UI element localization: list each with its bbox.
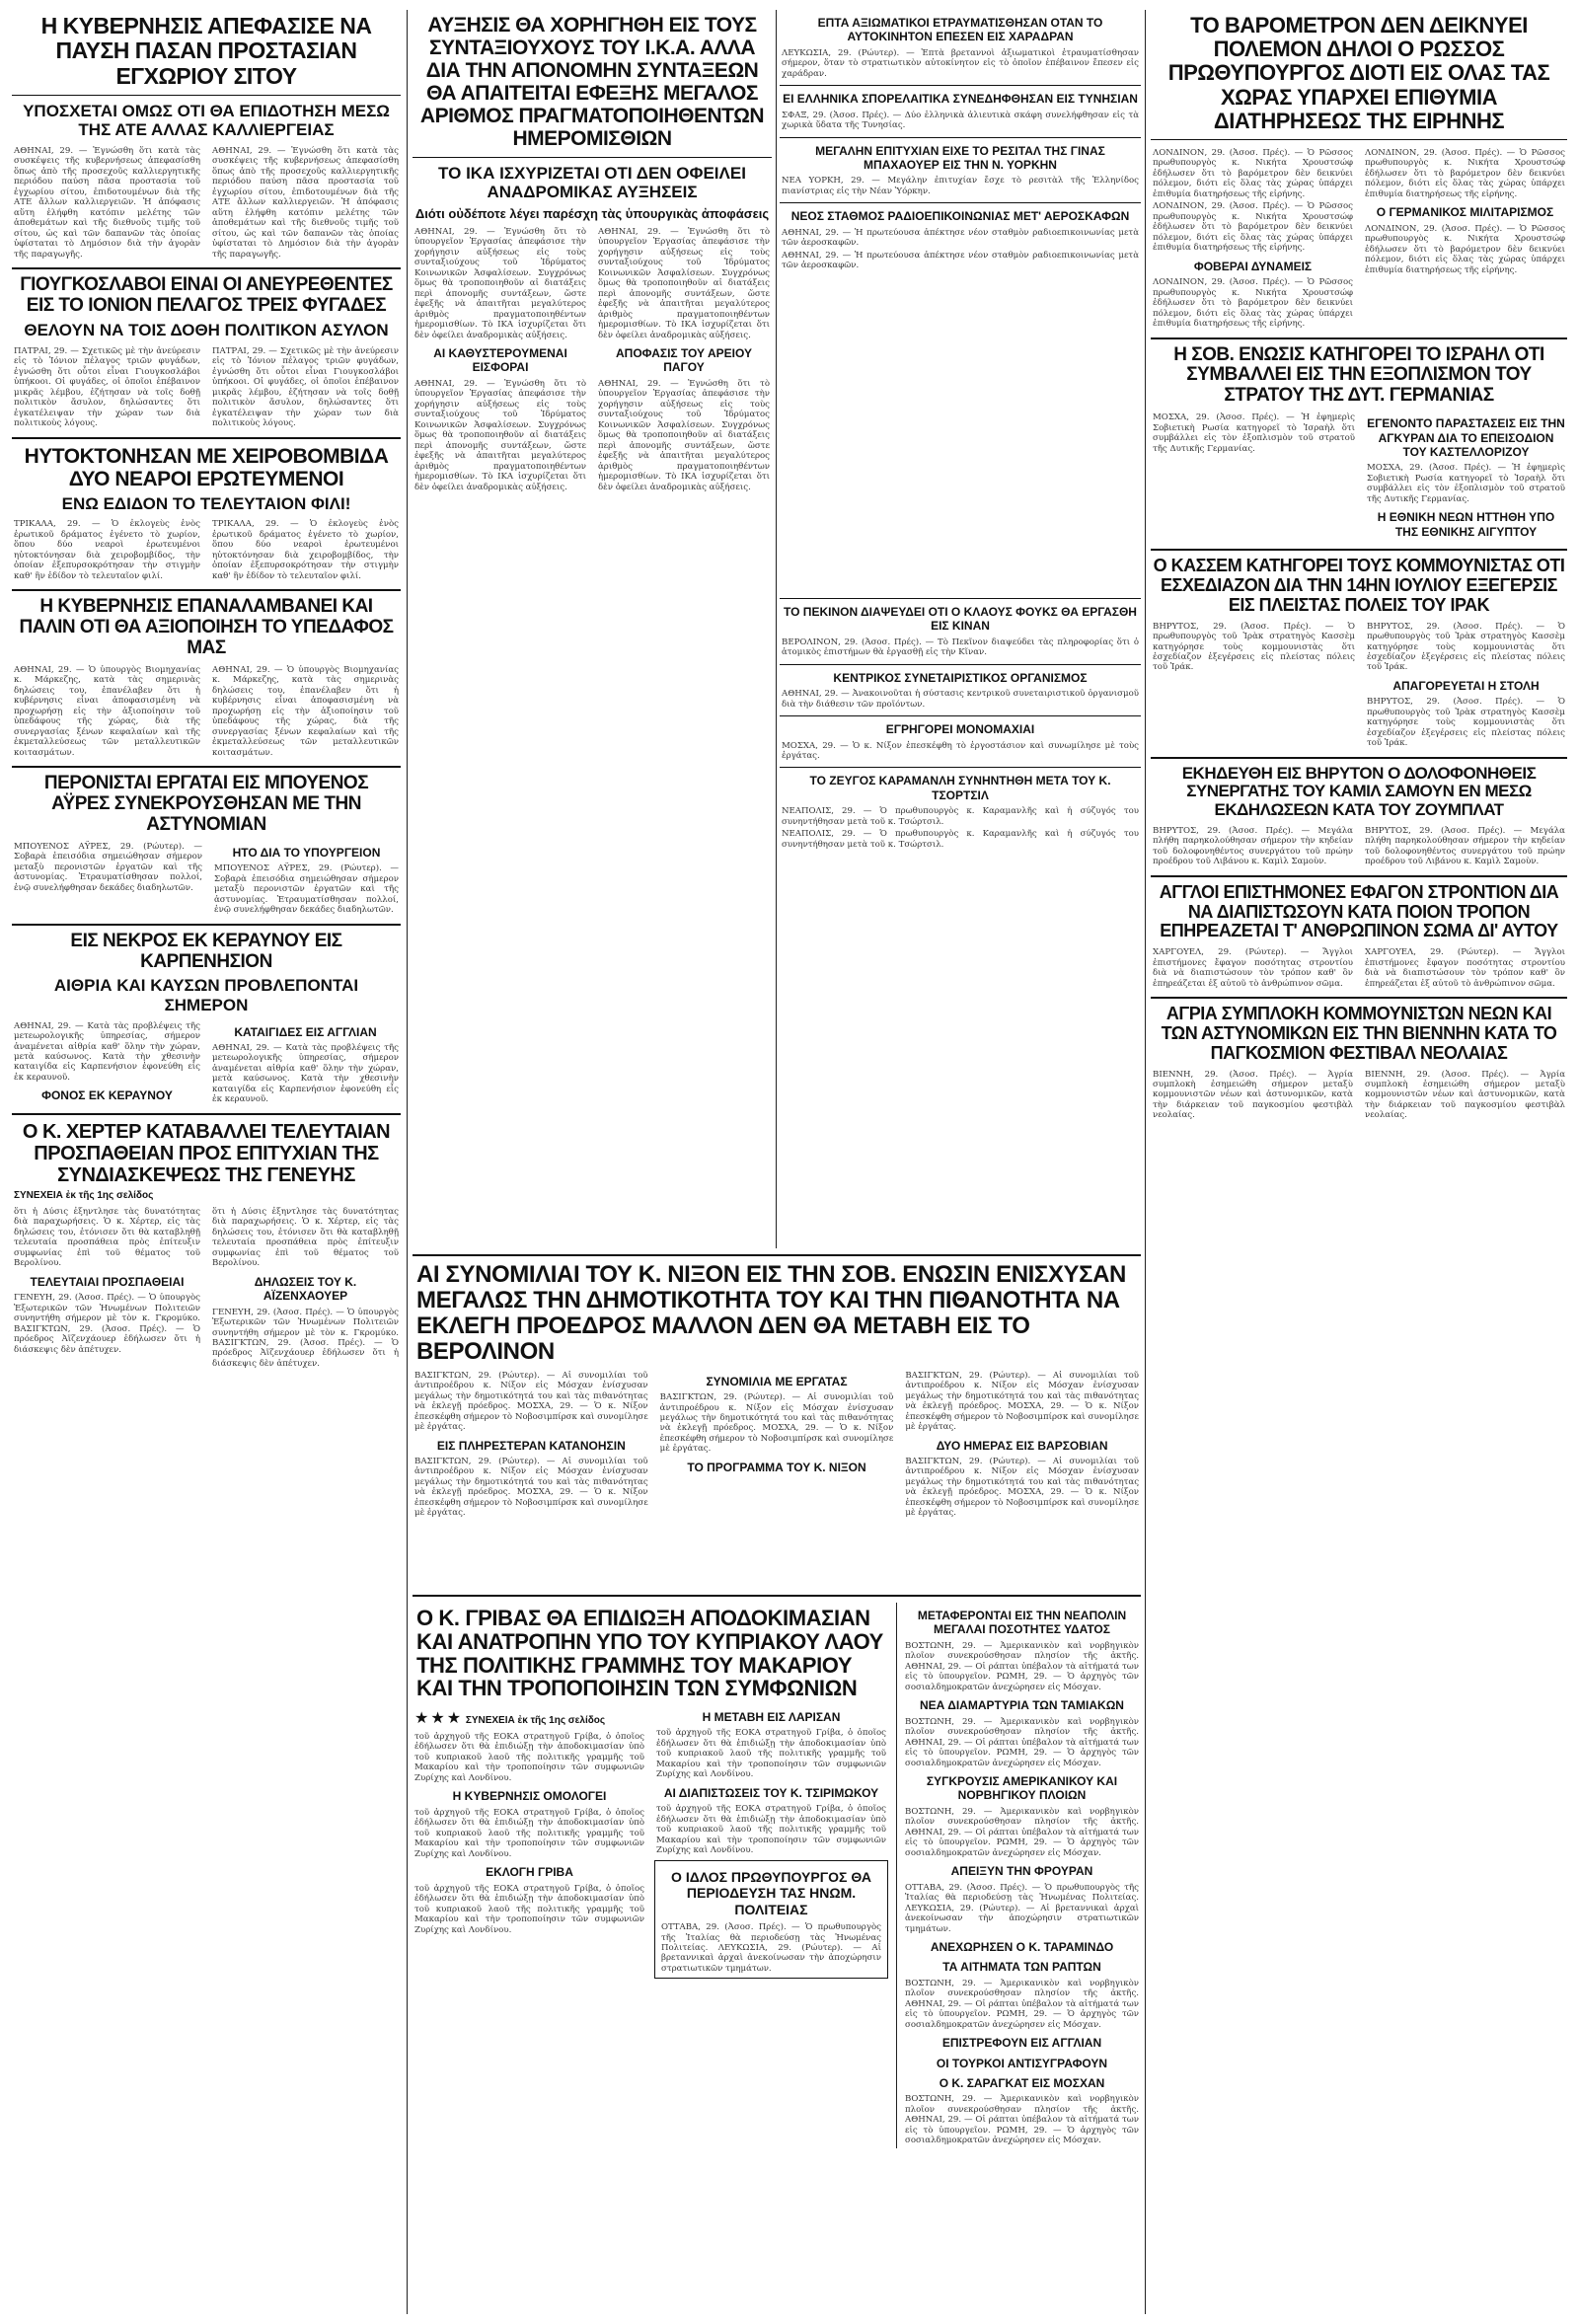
article-body: ΛΟΝΔΙΝΟΝ, 29. (Ἀσοσ. Πρές). — Ὁ Ρῶσσος πρωθυπουργὸς κ. Νικήτα Χρουστσώφ ἐδήλωσεν ὅτι τὸ βαρόμετρον δὲν δεικνύει πόλεμον, διότι εἰς ὅλας τὰς χώρας ὑπάρχει ἐπιθυμία διατηρήσεως τῆς εἰρήνης.: [1153, 147, 1353, 199]
article-headline: ΤΟ ΠΕΚΙΝΟΝ ΔΙΑΨΕΥΔΕΙ ΟΤΙ Ο ΚΛΑΟΥΣ ΦΟΥΚΣ ΘΑ ΕΡΓΑΣΘΗ ΕΙΣ ΚΙΝΑΝ: [784, 605, 1137, 634]
article-body: ΒΑΣΙΓΚΤΩΝ, 29. (Ρώυτερ). — Αἱ συνομιλίαι τοῦ ἀντιπροέδρου κ. Νίξον εἰς Μόσχαν ἐνίσχυσαν μεγάλως τὴν δημοτικότητά του καὶ τὰς πιθανότητας νὰ ἐκλεγῇ πρόεδρος. ΜΟΣΧΑ, 29. — Ὁ κ. Νίξον ἐπεσκέφθη σήμερον τὸ Νοβοσιμπίρσκ καὶ συνομίλησε μὲ ἐργάτας.: [659, 1392, 894, 1455]
article-headline: ΤΟ ΖΕΥΓΟΣ ΚΑΡΑΜΑΝΛΗ ΣΥΝΗΝΤΗΘΗ ΜΕΤΑ ΤΟΥ Κ. ΤΣΟΡΤΣΙΛ: [809, 774, 1111, 802]
article-headline: ΑΓΓΛΟΙ ΕΠΙΣΤΗΜΟΝΕΣ ΕΦΑΓΟΝ ΣΤΡΟΝΤΙΟΝ ΔΙΑ ΝΑ ΔΙΑΠΙΣΤΩΣΟΥΝ ΚΑΤΑ ΠΟΙΟΝ ΤΡΟΠΟΝ ΕΠΗΡΕΑΖΕΤΑΙ Τ' ΑΝΘΡΩΠΙΝΟΝ ΣΩΜΑ ΔΙ' ΑΥΤΟΥ: [1159, 881, 1559, 941]
section-subhead: ΔΗΛΩΣΕΙΣ ΤΟΥ Κ. ΑΪΖΕΝΧΑΟΥΕΡ: [254, 1274, 357, 1304]
article-headline: ΝΕΟΣ ΣΤΑΘΜΟΣ ΡΑΔΙΟΕΠΙΚΟΙΝΩΝΙΑΣ ΜΕΤ' ΑΕΡΟΣΚΑΦΩΝ: [790, 209, 1130, 224]
column-1: [12, 10, 401, 2314]
article-body: ΟΤΤΑΒΑ, 29. (Ἀσοσ. Πρές). — Ὁ πρωθυπουργὸς τῆς Ἰταλίας θὰ περιοδεύσῃ τὰς Ἡνωμένας Πολιτείας. ΛΕΥΚΩΣΙΑ, 29. (Ρώυτερ). — Αἱ βρεταννικαὶ ἀρχαὶ ἀνεκοίνωσαν τὴν ἀποχώρησιν στρατιωτικῶν τμημάτων.: [905, 1882, 1139, 1934]
article-body: ΒΟΣΤΩΝΗ, 29. — Ἀμερικανικὸν καὶ νορβηγικὸν πλοῖον συνεκρούσθησαν πλησίον τῆς ἀκτῆς. ΑΘΗΝΑΙ, 29. — Οἱ ράπται ὑπέβαλον τὰ αἰτήματά των εἰς τὸ ὑπουργεῖον. ΡΩΜΗ, 29. — Ὁ ἀρχηγὸς τῶν σοσιαλδημοκρατῶν ἀνεχώρησεν εἰς Μόσχαν.: [905, 1640, 1139, 1692]
side-headline: ΕΓΕΝΟΝΤΟ ΠΑΡΑΣΤΑΣΕΙΣ ΕΙΣ ΤΗΝ ΑΓΚΥΡΑΝ ΔΙΑ ΤΟ ΕΠΕΙΣΟΔΙΟΝ ΤΟΥ ΚΑΣΤΕΛΛΟΡΙΖΟΥ: [1367, 416, 1565, 460]
article-body: ΝΕΑ ΥΟΡΚΗ, 29. — Μεγάλην ἐπιτυχίαν ἔσχε τὸ ρεσιτὰλ τῆς Ἑλληνίδος πιανίστριας εἰς τὴν Νέαν Ὑόρκην.: [782, 176, 1139, 196]
article-subheadline: ΑΙΘΡΙΑ ΚΑΙ ΚΑΥΣΩΝ ΠΡΟΒΛΕΠΟΝΤΑΙ ΣΗΜΕΡΟΝ: [53, 976, 359, 1014]
section-subhead: ΑΠΕΙΞΥΝ ΤΗΝ ΦΡΟΥΡΑΝ: [950, 1864, 1093, 1879]
section-subhead: Η ΜΕΤΑΒΗ ΕΙΣ ΛΑΡΙΣΑΝ: [702, 1710, 841, 1724]
article-body: ΜΟΣΧΑ, 29. (Ἀσοσ. Πρές). — Ἡ ἐφημερὶς Σοβιετικὴ Ρωσία κατηγορεῖ τὸ Ἰσραὴλ ὅτι συμβάλλει εἰς τὸν ἐξοπλισμὸν τοῦ στρατοῦ τῆς Δυτικῆς Γερμανίας.: [1153, 412, 1355, 454]
article-body: ΝΕΑΠΟΛΙΣ, 29. — Ὁ πρωθυπουργὸς κ. Καραμανλῆς καὶ ἡ σύζυγός του συνηντήθησαν μετὰ τοῦ κ. Τσώρτσιλ.: [782, 806, 1139, 827]
article-body: ΑΘΗΝΑΙ, 29. — Ἐγνώσθη ὅτι κατὰ τὰς συσκέψεις τῆς κυβερνήσεως ἀπεφασίσθη ὅπως ἀπὸ τῆς προσεχοῦς καλλιεργητικῆς περιόδου παύση πᾶσα προστασία τοῦ ἐγχωρίου σίτου, ἐπιδοτουμένων διὰ τῆς ΑΤΕ ἄλλων καλλιεργειῶν. Ἡ ἀπόφασις αὕτη ἐλήφθη κατόπιν μελέτης τῶν ἀποθεμάτων καὶ τῆς διεθνοῦς τιμῆς τοῦ σίτου, ὡς καὶ τῶν δαπανῶν τὰς ὁποίας ὑφίσταται τὸ Δημόσιον διὰ τὴν ἀγορὰν τῆς παραγωγῆς.: [14, 145, 200, 260]
article-body: ΒΟΣΤΩΝΗ, 29. — Ἀμερικανικὸν καὶ νορβηγικὸν πλοῖον συνεκρούσθησαν πλησίον τῆς ἀκτῆς. ΑΘΗΝΑΙ, 29. — Οἱ ράπται ὑπέβαλον τὰ αἰτήματά των εἰς τὸ ὑπουργεῖον. ΡΩΜΗ, 29. — Ὁ ἀρχηγὸς τῶν σοσιαλδημοκρατῶν ἀνεχώρησεν εἰς Μόσχαν.: [905, 1716, 1139, 1768]
column-rule: [407, 10, 408, 2314]
article-body: ΒΗΡΥΤΟΣ, 29. (Ἀσοσ. Πρές). — Ὁ πρωθυπουργὸς τοῦ Ἰρὰκ στρατηγὸς Κασσὲμ κατηγόρησε τοὺς κομμουνιστὰς ὅτι ἐσχεδίαζον ἐξεγέρσεις εἰς πλείστας πόλεις τοῦ Ἰράκ.: [1153, 621, 1355, 673]
article-body: ΑΘΗΝΑΙ, 29. — Ὁ ὑπουργὸς Βιομηχανίας κ. Μάρκεζης, κατὰ τὰς σημερινὰς δηλώσεις του, ἐπανέλαβεν ὅτι ἡ κυβέρνησις εἶναι ἀποφασισμένη νὰ προχωρήσῃ εἰς τὴν ἀξιοποίησιν τοῦ ὑπεδάφους τῆς χώρας, διὰ τῆς συνεργασίας ξένων κεφαλαίων καὶ τῆς ἐκμεταλλεύσεως τῶν μεταλλευτικῶν κοιτασμάτων.: [212, 664, 399, 758]
article-body: τοῦ ἀρχηγοῦ τῆς ΕΟΚΑ στρατηγοῦ Γρίβα, ὁ ὁποῖος ἐδήλωσεν ὅτι θὰ ἐπιδιώξῃ τὴν ἀποδοκιμασίαν ὑπὸ τοῦ κυπριακοῦ λαοῦ τῆς πολιτικῆς γραμμῆς τοῦ Μακαρίου καὶ τὴν τροποποίησιν τῶν συμφωνιῶν Ζυρίχης καὶ Λονδίνου.: [414, 1807, 644, 1859]
article-headline: Η ΚΥΒΕΡΝΗΣΙΣ ΕΠΑΝΑΛΑΜΒΑΝΕΙ ΚΑΙ ΠΑΛΙΝ ΟΤΙ ΘΑ ΑΞΙΟΠΟΙΗΣΗ ΤΟ ΥΠΕΔΑΦΟΣ ΜΑΣ: [19, 596, 394, 658]
article-body: τοῦ ἀρχηγοῦ τῆς ΕΟΚΑ στρατηγοῦ Γρίβα, ὁ ὁποῖος ἐδήλωσεν ὅτι θὰ ἐπιδιώξῃ τὴν ἀποδοκιμασίαν ὑπὸ τοῦ κυπριακοῦ λαοῦ τῆς πολιτικῆς γραμμῆς τοῦ Μακαρίου καὶ τὴν τροποποίησιν τῶν συμφωνιῶν Ζυρίχης καὶ Λονδίνου.: [656, 1728, 886, 1780]
article-body: ΝΕΑΠΟΛΙΣ, 29. — Ὁ πρωθυπουργὸς κ. Καραμανλῆς καὶ ἡ σύζυγός του συνηντήθησαν μετὰ τοῦ κ. Τσώρτσιλ.: [782, 829, 1139, 850]
article-body: ὅτι ἡ Δύσις ἐξηντλησε τὰς δυνατότητας διὰ παραχωρήσεις. Ὁ κ. Χέρτερ, εἰς τὰς δηλώσεις του, ἐτόνισεν ὅτι θὰ καταβληθῇ τελευταία προσπάθεια πρὸς ἐπίτευξιν συμφωνίας ἐπὶ τοῦ θέματος τοῦ Βερολίνου.: [212, 1206, 399, 1269]
article-subheadline: ΘΕΛΟΥΝ ΝΑ ΤΟΙΣ ΔΟΘΗ ΠΟΛΙΤΙΚΟΝ ΑΣΥΛΟΝ: [24, 321, 389, 340]
column-rule: [1145, 10, 1146, 2314]
section-subhead: ΤΕΛΕΥΤΑΙΑΙ ΠΡΟΣΠΑΘΕΙΑΙ: [30, 1274, 185, 1289]
section-subhead: ΑΙ ΔΙΑΠΙΣΤΩΣΕΙΣ ΤΟΥ Κ. ΤΣΙΡΙΜΩΚΟΥ: [663, 1785, 879, 1800]
article-body: ΒΑΣΙΓΚΤΩΝ, 29. (Ρώυτερ). — Αἱ συνομιλίαι τοῦ ἀντιπροέδρου κ. Νίξον εἰς Μόσχαν ἐνίσχυσαν μεγάλως τὴν δημοτικότητά του καὶ τὰς πιθανότητας νὰ ἐκλεγῇ πρόεδρος. ΜΟΣΧΑ, 29. — Ὁ κ. Νίξον ἐπεσκέφθη σήμερον τὸ Νοβοσιμπίρσκ καὶ συνομίλησε μὲ ἐργάτας.: [905, 1456, 1140, 1519]
article-headline: Ο ΚΑΣΣΕΜ ΚΑΤΗΓΟΡΕΙ ΤΟΥΣ ΚΟΜΜΟΥΝΙΣΤΑΣ ΟΤΙ ΕΣΧΕΔΙΑΖΟΝ ΔΙΑ ΤΗΝ 14ΗΝ ΙΟΥΛΙΟΥ ΕΞΕΓΕΡΣΙΣ ΕΙΣ ΠΛΕΙΣΤΑΣ ΠΟΛΕΙΣ ΤΟΥ ΙΡΑΚ: [1153, 556, 1565, 615]
article-headline: ΑΝΕΧΩΡΗΣΕΝ Ο Κ. ΤΑΡΑΜΙΝΔΟ: [930, 1940, 1114, 1955]
article-body: τοῦ ἀρχηγοῦ τῆς ΕΟΚΑ στρατηγοῦ Γρίβα, ὁ ὁποῖος ἐδήλωσεν ὅτι θὰ ἐπιδιώξῃ τὴν ἀποδοκιμασίαν ὑπὸ τοῦ κυπριακοῦ λαοῦ τῆς πολιτικῆς γραμμῆς τοῦ Μακαρίου καὶ τὴν τροποποίησιν τῶν συμφωνιῶν Ζυρίχης καὶ Λονδίνου.: [414, 1732, 644, 1783]
article-body: τοῦ ἀρχηγοῦ τῆς ΕΟΚΑ στρατηγοῦ Γρίβα, ὁ ὁποῖος ἐδήλωσεν ὅτι θὰ ἐπιδιώξῃ τὴν ἀποδοκιμασίαν ὑπὸ τοῦ κυπριακοῦ λαοῦ τῆς πολιτικῆς γραμμῆς τοῦ Μακαρίου καὶ τὴν τροποποίησιν τῶν συμφωνιῶν Ζυρίχης καὶ Λονδίνου.: [414, 1883, 644, 1935]
section-subhead: ΕΙΣ ΠΛΗΡΕΣΤΕΡΑΝ ΚΑΤΑΝΟΗΣΙΝ: [436, 1438, 626, 1453]
article-headline: ΜΕΓΑΛΗΝ ΕΠΙΤΥΧΙΑΝ ΕΙΧΕ ΤΟ ΡΕΣΙΤΑΛ ΤΗΣ ΓΙΝΑΣ ΜΠΑΧΑΟΥΕΡ ΕΙΣ ΤΗΝ Ν. ΥΟΡΚΗΝ: [815, 143, 1105, 172]
article-body: ΒΗΡΥΤΟΣ, 29. (Ἀσοσ. Πρές). — Μεγάλα πλήθη παρηκολούθησαν σήμερον τὴν κηδείαν τοῦ δολοφονηθέντος συνεργάτου τοῦ πρώην προέδρου τοῦ Λιβάνου κ. Καμὶλ Σαμοὺν.: [1153, 825, 1353, 867]
article-body: ΤΡΙΚΑΛΑ, 29. — Ὁ ἐκλογεὺς ἑνὸς ἐρωτικοῦ δράματος ἐγένετο τὸ χωρίον, ὅπου δύο νεαροὶ ἐρωτευμένοι ηὐτοκτόνησαν διὰ χειροβομβίδος, τὴν ὁποίαν ἐξεπυρσοκρότησαν τὴν στιγμὴν καθ' ἣν ἐδίδον τὸ τελευταῖον φιλί.: [14, 519, 200, 581]
side-headline: Η ΕΘΝΙΚΗ ΝΕΩΝ ΗΤΤΗΘΗ ΥΠΟ ΤΗΣ ΕΘΝΙΚΗΣ ΑΙΓΥΠΤΟΥ: [1377, 510, 1555, 539]
article-body: ΑΘΗΝΑΙ, 29. — Ἐγνώσθη ὅτι τὸ ὑπουργεῖον Ἐργασίας ἀπεφάσισε τὴν χορήγησιν αὐξήσεως εἰς τοὺς συνταξιούχους τοῦ Ἱδρύματος Κοινωνικῶν Ἀσφαλίσεων. Συγχρόνως ὅμως θὰ τροποποιηθοῦν αἱ διατάξεις περὶ ἀπονομῆς συντάξεων, ὥστε ἐφεξῆς νὰ ἀπαιτῆται μεγαλύτερος ἀριθμὸς πραγματοποιηθέντων ἡμερομισθίων. Τὸ ΙΚΑ ἰσχυρίζεται ὅτι δὲν ὀφείλει ἀναδρομικὰς αὐξήσεις.: [598, 226, 770, 340]
article-headline: ΝΕΑ ΔΙΑΜΑΡΤΥΡΙΑ ΤΩΝ ΤΑΜΙΑΚΩΝ: [920, 1698, 1124, 1713]
stars-icon: ★★★: [414, 1710, 464, 1727]
article-headline: ΕΠΤΑ ΑΞΙΩΜΑΤΙΚΟΙ ΕΤΡΑΥΜΑΤΙΣΘΗΣΑΝ ΟΤΑΝ ΤΟ ΑΥΤΟΚΙΝΗΤΟΝ ΕΠΕΣΕΝ ΕΙΣ ΧΑΡΑΔΡΑΝ: [817, 16, 1103, 44]
article-body: ΧΑΡΓΟΥΕΛ, 29. (Ρώυτερ). — Ἄγγλοι ἐπιστήμονες ἔφαγον ποσότητας στροντίου διὰ νὰ διαπιστώσουν τὸν τρόπον καθ' ὃν ἐπηρεάζεται ἐξ αὐτοῦ τὸ ἀνθρώπινον σῶμα.: [1365, 947, 1565, 989]
continuation-text: ΣΥΝΕΧΕΙΑ ἐκ τῆς 1ης σελίδος: [465, 1715, 606, 1726]
article-body: τοῦ ἀρχηγοῦ τῆς ΕΟΚΑ στρατηγοῦ Γρίβα, ὁ ὁποῖος ἐδήλωσεν ὅτι θὰ ἐπιδιώξῃ τὴν ἀποδοκιμασίαν ὑπὸ τοῦ κυπριακοῦ λαοῦ τῆς πολιτικῆς γραμμῆς τοῦ Μακαρίου καὶ τὴν τροποποίησιν τῶν συμφωνιῶν Ζυρίχης καὶ Λονδίνου.: [656, 1804, 886, 1856]
article-body: ΑΘΗΝΑΙ, 29. — Ἐγνώσθη ὅτι τὸ ὑπουργεῖον Ἐργασίας ἀπεφάσισε τὴν χορήγησιν αὐξήσεως εἰς τοὺς συνταξιούχους τοῦ Ἱδρύματος Κοινωνικῶν Ἀσφαλίσεων. Συγχρόνως ὅμως θὰ τροποποιηθοῦν αἱ διατάξεις περὶ ἀπονομῆς συντάξεων, ὥστε ἐφεξῆς νὰ ἀπαιτῆται μεγαλύτερος ἀριθμὸς πραγματοποιηθέντων ἡμερομισθίων. Τὸ ΙΚΑ ἰσχυρίζεται ὅτι δὲν ὀφείλει ἀναδρομικὰς αὐξήσεις.: [414, 226, 586, 340]
article-headline: ΓΙΟΥΓΚΟΣΛΑΒΟΙ ΕΙΝΑΙ ΟΙ ΑΝΕΥΡΕΘΕΝΤΕΣ ΕΙΣ ΤΟ ΙΟΝΙΟΝ ΠΕΛΑΓΟΣ ΤΡΕΙΣ ΦΥΓΑΔΕΣ: [20, 274, 393, 317]
article-body: ΓΕΝΕΥΗ, 29. (Ἀσοσ. Πρές). — Ὁ ὑπουργὸς Ἐξωτερικῶν τῶν Ἡνωμένων Πολιτειῶν συνηντήθη σήμερον μὲ τὸν κ. Γκρομύκο. ΒΑΣΙΓΚΤΩΝ, 29. (Ἀσοσ. Πρές). — Ὁ πρόεδρος Ἀϊζενχάουερ ἐδήλωσεν ὅτι ἡ διάσκεψις δὲν ἀπέτυχεν.: [14, 1293, 200, 1355]
article-headline: ΤΑ ΑΙΤΗΜΑΤΑ ΤΩΝ ΡΑΠΤΩΝ: [942, 1960, 1101, 1975]
article-headline: ΕΓΡΗΓΟΡΕΙ ΜΟΝΟΜΑΧΙΑΙ: [885, 722, 1035, 737]
article-body: ΠΑΤΡΑΙ, 29. — Σχετικῶς μὲ τὴν ἀνεύρεσιν εἰς τὸ Ἰόνιον πέλαγος τριῶν φυγάδων, ἐγνώσθη ὅτι οὗτοι εἶναι Γιουγκοσλάβοι ὑπήκοοι. Οἱ φυγάδες, οἱ ὁποῖοι ἐπέβαινον μικρᾶς λέμβου, ἐζήτησαν νὰ τοῖς δοθῇ πολιτικὸν ἄσυλον, δηλώσαντες ὅτι ἐγκατέλειψαν τὴν χώραν των διὰ πολιτικοὺς λόγους.: [14, 345, 200, 429]
article-body: ΒΙΕΝΝΗ, 29. (Ἀσοσ. Πρές). — Ἀγρία συμπλοκὴ ἐσημειώθη σήμερον μεταξὺ κομμουνιστῶν νέων καὶ ἀστυνομικῶν, κατὰ τὴν διάρκειαν τοῦ παγκοσμίου φεστιβὰλ νεολαίας.: [1365, 1069, 1565, 1121]
article-body: ΓΕΝΕΥΗ, 29. (Ἀσοσ. Πρές). — Ὁ ὑπουργὸς Ἐξωτερικῶν τῶν Ἡνωμένων Πολιτειῶν συνηντήθη σήμερον μὲ τὸν κ. Γκρομύκο. ΒΑΣΙΓΚΤΩΝ, 29. (Ἀσοσ. Πρές). — Ὁ πρόεδρος Ἀϊζενχάουερ ἐδήλωσεν ὅτι ἡ διάσκεψις δὲν ἀπέτυχεν.: [212, 1307, 399, 1369]
article-body: ΑΘΗΝΑΙ, 29. — Κατὰ τὰς προβλέψεις τῆς μετεωρολογικῆς ὑπηρεσίας, σήμερον ἀναμένεται αἰθρία καθ' ὅλην τὴν χώραν, μετὰ καύσωνος. Κατὰ τὴν χθεσινὴν καταιγίδα εἰς Καρπενήσιον ἐφονεύθη εἷς ἐκ κεραυνοῦ.: [14, 1020, 200, 1083]
section-subhead: ΚΑΤΑΙΓΙΔΕΣ ΕΙΣ ΑΓΓΛΙΑΝ: [234, 1024, 377, 1039]
section-subhead: ΕΠΙΣΤΡΕΦΟΥΝ ΕΙΣ ΑΓΓΛΙΑΝ: [941, 2036, 1102, 2051]
article-body: ΤΡΙΚΑΛΑ, 29. — Ὁ ἐκλογεὺς ἑνὸς ἐρωτικοῦ δράματος ἐγένετο τὸ χωρίον, ὅπου δύο νεαροὶ ἐρωτευμένοι ηὐτοκτόνησαν διὰ χειροβομβίδος, τὴν ὁποίαν ἐξεπυρσοκρότησαν τὴν στιγμὴν καθ' ἣν ἐδίδον τὸ τελευταῖον φιλί.: [212, 519, 399, 581]
article-body: ΟΤΤΑΒΑ, 29. (Ἀσοσ. Πρές). — Ὁ πρωθυπουργὸς τῆς Ἰταλίας θὰ περιοδεύσῃ τὰς Ἡνωμένας Πολιτείας. ΛΕΥΚΩΣΙΑ, 29. (Ρώυτερ). — Αἱ βρεταννικαὶ ἀρχαὶ ἀνεκοίνωσαν τὴν ἀποχώρησιν στρατιωτικῶν τμημάτων.: [661, 1922, 881, 1974]
article-headline: Ο Κ. ΓΡΙΒΑΣ ΘΑ ΕΠΙΔΙΩΞΗ ΑΠΟΔΟΚΙΜΑΣΙΑΝ ΚΑΙ ΑΝΑΤΡΟΠΗΝ ΥΠΟ ΤΟΥ ΚΥΠΡΙΑΚΟΥ ΛΑΟΥ ΤΗΣ ΠΟΛΙΤΙΚΗΣ ΓΡΑΜΜΗΣ ΤΟΥ ΜΑΚΑΡΙΟΥ ΚΑΙ ΤΗΝ ΤΡΟΠΟΠΟΙΗΣΙΝ ΤΩΝ ΣΥΜΦΩΝΙΩΝ: [416, 1606, 883, 1701]
article-body: ΑΘΗΝΑΙ, 29. — Ὁ ὑπουργὸς Βιομηχανίας κ. Μάρκεζης, κατὰ τὰς σημερινὰς δηλώσεις του, ἐπανέλαβεν ὅτι ἡ κυβέρνησις εἶναι ἀποφασισμένη νὰ προχωρήσῃ εἰς τὴν ἀξιοποίησιν τοῦ ὑπεδάφους τῆς χώρας, διὰ τῆς συνεργασίας ξένων κεφαλαίων καὶ τῆς ἐκμεταλλεύσεως τῶν μεταλλευτικῶν κοιτασμάτων.: [14, 664, 200, 758]
article-body: ΛΟΝΔΙΝΟΝ, 29. (Ἀσοσ. Πρές). — Ὁ Ρῶσσος πρωθυπουργὸς κ. Νικήτα Χρουστσώφ ἐδήλωσεν ὅτι τὸ βαρόμετρον δὲν δεικνύει πόλεμον, διότι εἰς ὅλας τὰς χώρας ὑπάρχει ἐπιθυμία διατηρήσεως τῆς εἰρήνης.: [1365, 223, 1565, 275]
section-subhead: ΕΚΛΟΓΗ ΓΡΙΒΑ: [486, 1865, 573, 1880]
article-body: ΠΑΤΡΑΙ, 29. — Σχετικῶς μὲ τὴν ἀνεύρεσιν εἰς τὸ Ἰόνιον πέλαγος τριῶν φυγάδων, ἐγνώσθη ὅτι οὗτοι εἶναι Γιουγκοσλάβοι ὑπήκοοι. Οἱ φυγάδες, οἱ ὁποῖοι ἐπέβαινον μικρᾶς λέμβου, ἐζήτησαν νὰ τοῖς δοθῇ πολιτικὸν ἄσυλον, δηλώσαντες ὅτι ἐγκατέλειψαν τὴν χώραν των διὰ πολιτικοὺς λόγους.: [212, 345, 399, 429]
article-body: ΑΘΗΝΑΙ, 29. — Ἀνακοινοῦται ἡ σύστασις κεντρικοῦ συνεταιριστικοῦ ὀργανισμοῦ διὰ τὴν διάθεσιν τῶν προϊόντων.: [782, 689, 1139, 710]
nixon-article: [413, 1248, 1141, 1584]
article-headline: ΜΕΤΑΦΕΡΟΝΤΑΙ ΕΙΣ ΤΗΝ ΝΕΑΠΟΛΙΝ ΜΕΓΑΛΑΙ ΠΟΣΟΤΗΤΕΣ ΥΔΑΤΟΣ: [917, 1609, 1127, 1637]
continuation-label: ΣΥΝΕΧΕΙΑ ἐκ τῆς 1ης σελίδος: [14, 1189, 154, 1201]
article-subheadline: ΕΝΩ ΕΔΙΔΟΝ ΤΟ ΤΕΛΕΥΤΑΙΟΝ ΦΙΛΙ!: [61, 493, 351, 513]
article-subheadline: ΥΠΟΣΧΕΤΑΙ ΟΜΩΣ ΟΤΙ ΘΑ ΕΠΙΔΟΤΗΣΗ ΜΕΣΩ ΤΗΣ ΑΤΕ ΑΛΛΑΣ ΚΑΛΛΙΕΡΓΕΙΑΣ: [23, 101, 390, 140]
article-body: ΒΙΕΝΝΗ, 29. (Ἀσοσ. Πρές). — Ἀγρία συμπλοκὴ ἐσημειώθη σήμερον μεταξὺ κομμουνιστῶν νέων καὶ ἀστυνομικῶν, κατὰ τὴν διάρκειαν τοῦ παγκοσμίου φεστιβὰλ νεολαίας.: [1153, 1069, 1353, 1121]
article-body: ΛΟΝΔΙΝΟΝ, 29. (Ἀσοσ. Πρές). — Ὁ Ρῶσσος πρωθυπουργὸς κ. Νικήτα Χρουστσώφ ἐδήλωσεν ὅτι τὸ βαρόμετρον δὲν δεικνύει πόλεμον, διότι εἰς ὅλας τὰς χώρας ὑπάρχει ἐπιθυμία διατηρήσεως τῆς εἰρήνης.: [1153, 277, 1353, 330]
article-headline: Η ΚΥΒΕΡΝΗΣΙΣ ΑΠΕΦΑΣΙΣΕ ΝΑ ΠΑΥΣΗ ΠΑΣΑΝ ΠΡΟΣΤΑΣΙΑΝ ΕΓΧΩΡΙΟΥ ΣΙΤΟΥ: [40, 13, 372, 89]
article-body: ΒΗΡΥΤΟΣ, 29. (Ἀσοσ. Πρές). — Ὁ πρωθυπουργὸς τοῦ Ἰρὰκ στρατηγὸς Κασσὲμ κατηγόρησε τοὺς κομμουνιστὰς ὅτι ἐσχεδίαζον ἐξεγέρσεις εἰς πλείστας πόλεις τοῦ Ἰράκ.: [1367, 621, 1565, 673]
section-subhead: ΑΠΟΦΑΣΙΣ ΤΟΥ ΑΡΕΙΟΥ ΠΑΓΟΥ: [616, 345, 752, 375]
column-3-lower: [780, 592, 1141, 1243]
article-body: ΒΑΣΙΓΚΤΩΝ, 29. (Ρώυτερ). — Αἱ συνομιλίαι τοῦ ἀντιπροέδρου κ. Νίξον εἰς Μόσχαν ἐνίσχυσαν μεγάλως τὴν δημοτικότητά του καὶ τὰς πιθανότητας νὰ ἐκλεγῇ πρόεδρος. ΜΟΣΧΑ, 29. — Ὁ κ. Νίξον ἐπεσκέφθη σήμερον τὸ Νοβοσιμπίρσκ καὶ συνομίλησε μὲ ἐργάτας.: [414, 1370, 648, 1433]
section-subhead: ΑΠΑΓΟΡΕΥΕΤΑΙ Η ΣΤΟΛΗ: [1392, 678, 1540, 693]
article-body: ΛΟΝΔΙΝΟΝ, 29. (Ἀσοσ. Πρές). — Ὁ Ρῶσσος πρωθυπουργὸς κ. Νικήτα Χρουστσώφ ἐδήλωσεν ὅτι τὸ βαρόμετρον δὲν δεικνύει πόλεμον, διότι εἰς ὅλας τὰς χώρας ὑπάρχει ἐπιθυμία διατηρήσεως τῆς εἰρήνης.: [1365, 147, 1565, 199]
article-body: ΑΘΗΝΑΙ, 29. — Ἐγνώσθη ὅτι τὸ ὑπουργεῖον Ἐργασίας ἀπεφάσισε τὴν χορήγησιν αὐξήσεως εἰς τοὺς συνταξιούχους τοῦ Ἱδρύματος Κοινωνικῶν Ἀσφαλίσεων. Συγχρόνως ὅμως θὰ τροποποιηθοῦν αἱ διατάξεις περὶ ἀπονομῆς συντάξεων, ὥστε ἐφεξῆς νὰ ἀπαιτῆται μεγαλύτερος ἀριθμὸς πραγματοποιηθέντων ἡμερομισθίων. Τὸ ΙΚΑ ἰσχυρίζεται ὅτι δὲν ὀφείλει ἀναδρομικὰς αὐξήσεις.: [414, 378, 586, 492]
article-body: ΜΠΟΥΕΝΟΣ ΑΫΡΕΣ, 29. (Ρώυτερ). — Σοβαρὰ ἐπεισόδια σημειώθησαν σήμερον μεταξὺ περονιστῶν ἐργατῶν καὶ τῆς ἀστυνομίας. Ἐτραυματίσθησαν πολλοί, ἐνῷ συνελήφθησαν δεκάδες διαδηλωτῶν.: [14, 841, 202, 893]
article-body: ΑΘΗΝΑΙ, 29. — Κατὰ τὰς προβλέψεις τῆς μετεωρολογικῆς ὑπηρεσίας, σήμερον ἀναμένεται αἰθρία καθ' ὅλην τὴν χώραν, μετὰ καύσωνος. Κατὰ τὴν χθεσινὴν καταιγίδα εἰς Καρπενήσιον ἐφονεύθη εἷς ἐκ κεραυνοῦ.: [212, 1042, 399, 1105]
article-body: ΜΠΟΥΕΝΟΣ ΑΫΡΕΣ, 29. (Ρώυτερ). — Σοβαρὰ ἐπεισόδια σημειώθησαν σήμερον μεταξὺ περονιστῶν ἐργατῶν καὶ τῆς ἀστυνομίας. Ἐτραυματίσθησαν πολλοί, ἐνῷ συνελήφθησαν δεκάδες διαδηλωτῶν.: [214, 863, 399, 916]
article-body: ΒΟΣΤΩΝΗ, 29. — Ἀμερικανικὸν καὶ νορβηγικὸν πλοῖον συνεκρούσθησαν πλησίον τῆς ἀκτῆς. ΑΘΗΝΑΙ, 29. — Οἱ ράπται ὑπέβαλον τὰ αἰτήματά των εἰς τὸ ὑπουργεῖον. ΡΩΜΗ, 29. — Ὁ ἀρχηγὸς τῶν σοσιαλδημοκρατῶν ἀνεχώρησεν εἰς Μόσχαν.: [905, 2094, 1139, 2146]
article-body: ΜΟΣΧΑ, 29. (Ἀσοσ. Πρές). — Ἡ ἐφημερὶς Σοβιετικὴ Ρωσία κατηγορεῖ τὸ Ἰσραὴλ ὅτι συμβάλλει εἰς τὸν ἐξοπλισμὸν τοῦ στρατοῦ τῆς Δυτικῆς Γερμανίας.: [1367, 463, 1565, 504]
column-4: [1151, 10, 1567, 2314]
article-headline: Ο Κ. ΣΑΡΑΓΚΑΤ ΕΙΣ ΜΟΣΧΑΝ: [939, 2076, 1105, 2091]
article-body: ΒΗΡΥΤΟΣ, 29. (Ἀσοσ. Πρές). — Ὁ πρωθυπουργὸς τοῦ Ἰρὰκ στρατηγὸς Κασσὲμ κατηγόρησε τοὺς κομμουνιστὰς ὅτι ἐσχεδίαζον ἐξεγέρσεις εἰς πλείστας πόλεις τοῦ Ἰράκ.: [1367, 697, 1565, 749]
section-subhead: Ο ΓΕΡΜΑΝΙΚΟΣ ΜΙΛΙΤΑΡΙΣΜΟΣ: [1376, 205, 1554, 220]
article-headline: ΣΥΓΚΡΟΥΣΙΣ ΑΜΕΡΙΚΑΝΙΚΟΥ ΚΑΙ ΝΟΡΒΗΓΙΚΟΥ ΠΛΟΙΩΝ: [926, 1774, 1118, 1803]
section-subhead: ΤΟ ΠΡΟΓΡΑΜΜΑ ΤΟΥ Κ. ΝΙΞΟΝ: [687, 1460, 866, 1474]
article-body: ΑΘΗΝΑΙ, 29. — Ἡ πρωτεύουσα ἀπέκτησε νέον σταθμὸν ραδιοεπικοινωνίας μετὰ τῶν ἀεροσκαφῶν.: [782, 250, 1139, 271]
article-headline: ΗΥΤΟΚΤΟΝΗΣΑΝ ΜΕ ΧΕΙΡΟΒΟΜΒΙΔΑ ΔΥΟ ΝΕΑΡΟΙ ΕΡΩΤΕΥΜΕΝΟΙ: [24, 444, 389, 490]
article-headline: ΕΙ ΕΛΛΗΝΙΚΑ ΣΠΟΡΕΛΑΙΤΙΚΑ ΣΥΝΕΔΗΦΘΗΣΑΝ ΕΙΣ ΤΥΝΗΣΙΑΝ: [783, 92, 1138, 107]
article-body: ΒΟΣΤΩΝΗ, 29. — Ἀμερικανικὸν καὶ νορβηγικὸν πλοῖον συνεκρούσθησαν πλησίον τῆς ἀκτῆς. ΑΘΗΝΑΙ, 29. — Οἱ ράπται ὑπέβαλον τὰ αἰτήματά των εἰς τὸ ὑπουργεῖον. ΡΩΜΗ, 29. — Ὁ ἀρχηγὸς τῶν σοσιαλδημοκρατῶν ἀνεχώρησεν εἰς Μόσχαν.: [905, 1806, 1139, 1858]
article-headline: ΠΕΡΟΝΙΣΤΑΙ ΕΡΓΑΤΑΙ ΕΙΣ ΜΠΟΥΕΝΟΣ ΑΫΡΕΣ ΣΥΝΕΚΡΟΥΣΘΗΣΑΝ ΜΕ ΤΗΝ ΑΣΤΥΝΟΜΙΑΝ: [43, 773, 369, 835]
article-headline: ΑΓΡΙΑ ΣΥΜΠΛΟΚΗ ΚΟΜΜΟΥΝΙΣΤΩΝ ΝΕΩΝ ΚΑΙ ΤΩΝ ΑΣΤΥΝΟΜΙΚΩΝ ΕΙΣ ΤΗΝ ΒΙΕΝΝΗΝ ΚΑΤΑ ΤΟ ΠΑΓΚΟΣΜΙΟΝ ΦΕΣΤΙΒΑΛ ΝΕΟΛΑΙΑΣ: [1161, 1004, 1557, 1063]
article-headline: Ο Κ. ΧΕΡΤΕΡ ΚΑΤΑΒΑΛΛΕΙ ΤΕΛΕΥΤΑΙΑΝ ΠΡΟΣΠΑΘΕΙΑΝ ΠΡΟΣ ΕΠΙΤΥΧΙΑΝ ΤΗΣ ΣΥΝΔΙΑΣΚΕΨΕΩΣ ΤΗΣ ΓΕΝΕΥΗΣ: [22, 1120, 391, 1186]
article-subheadline: Διότι οὐδέποτε λέγει παρέσχη τὰς ὑπουργικὰς ἀποφάσεις: [414, 205, 770, 221]
article-body: ΣΦΑΞ, 29. (Ἀσοσ. Πρές). — Δύο ἑλληνικὰ ἁλιευτικὰ σκάφη συνελήφθησαν εἰς τὰ χωρικὰ ὕδατα τῆς Τυνησίας.: [782, 110, 1139, 131]
column-2: [413, 10, 772, 1248]
article-headline: ΕΙΣ ΝΕΚΡΟΣ ΕΚ ΚΕΡΑΥΝΟΥ ΕΙΣ ΚΑΡΠΕΝΗΣΙΟΝ: [70, 930, 342, 972]
section-subhead: ΦΟΒΕΡΑΙ ΔΥΝΑΜΕΙΣ: [1193, 259, 1313, 273]
section-subhead: Η ΚΥΒΕΡΝΗΣΙΣ ΟΜΟΛΟΓΕΙ: [452, 1789, 607, 1804]
continuation-label: [414, 1708, 644, 1728]
column-rule: [776, 10, 777, 1248]
article-body: ΛΕΥΚΩΣΙΑ, 29. (Ρώυτερ). — Ἑπτὰ βρεταννοὶ ἀξιωματικοὶ ἐτραυματίσθησαν σήμερον, ὅταν τὸ στρατιωτικὸν αὐτοκίνητον εἰς τὸ ὁποῖον ἐπέβαινον ἔπεσεν εἰς χαράδραν.: [782, 47, 1139, 79]
article-body: ΒΑΣΙΓΚΤΩΝ, 29. (Ρώυτερ). — Αἱ συνομιλίαι τοῦ ἀντιπροέδρου κ. Νίξον εἰς Μόσχαν ἐνίσχυσαν μεγάλως τὴν δημοτικότητά του καὶ τὰς πιθανότητας νὰ ἐκλεγῇ πρόεδρος. ΜΟΣΧΑ, 29. — Ὁ κ. Νίξον ἐπεσκέφθη σήμερον τὸ Νοβοσιμπίρσκ καὶ συνομίλησε μὲ ἐργάτας.: [414, 1456, 648, 1519]
article-headline: ΤΟ ΒΑΡΟΜΕΤΡΟΝ ΔΕΝ ΔΕΙΚΝΥΕΙ ΠΟΛΕΜΟΝ ΔΗΛΟΙ Ο ΡΩΣΣΟΣ ΠΡΩΘΥΠΟΥΡΓΟΣ ΔΙΟΤΙ ΕΙΣ ΟΛΑΣ ΤΑΣ ΧΩΡΑΣ ΥΠΑΡΧΕΙ ΕΠΙΘΥΜΙΑ ΔΙΑΤΗΡΗΣΕΩΣ ΤΗΣ ΕΙΡΗΝΗΣ: [1167, 13, 1550, 133]
article-body: ὅτι ἡ Δύσις ἐξηντλησε τὰς δυνατότητας διὰ παραχωρήσεις. Ὁ κ. Χέρτερ, εἰς τὰς δηλώσεις του, ἐτόνισεν ὅτι θὰ καταβληθῇ τελευταία προσπάθεια πρὸς ἐπίτευξιν συμφωνίας ἐπὶ τοῦ θέματος τοῦ Βερολίνου.: [14, 1206, 200, 1269]
article-headline: ΕΚΗΔΕΥΘΗ ΕΙΣ ΒΗΡΥΤΟΝ Ο ΔΟΛΟΦΟΝΗΘΕΙΣ ΣΥΝΕΡΓΑΤΗΣ ΤΟΥ ΚΑΜΙΛ ΣΑΜΟΥΝ ΕΝ ΜΕΣΩ ΕΚΔΗΛΩΣΕΩΝ ΚΑΤΑ ΤΟΥ ΖΟΥΜΠΛΑΤ: [1181, 763, 1537, 820]
section-subhead: ΟΙ ΤΟΥΡΚΟΙ ΑΝΤΙΣΥΓΡΑΦΟΥΝ: [936, 2056, 1108, 2070]
section-subhead: ΑΙ ΚΑΘΥΣΤΕΡΟΥΜΕΝΑΙ ΕΙΣΦΟΡΑΙ: [433, 345, 567, 375]
article-headline: ΑΥΞΗΣΙΣ ΘΑ ΧΟΡΗΓΗΘΗ ΕΙΣ ΤΟΥΣ ΣΥΝΤΑΞΙΟΥΧΟΥΣ ΤΟΥ Ι.Κ.Α. ΑΛΛΑ ΔΙΑ ΤΗΝ ΑΠΟΝΟΜΗΝ ΣΥΝΤΑΞΕΩΝ ΘΑ ΑΠΑΙΤΕΙΤΑΙ ΕΦΕΞΗΣ ΜΕΓΑΛΟΣ ΑΡΙΘΜΟΣ ΠΡΑΓΜΑΤΟΠΟΙΗΘΕΝΤΩΝ ΗΜΕΡΟΜΙΣΘΙΩΝ: [419, 14, 765, 151]
article-body: ΑΘΗΝΑΙ, 29. — Ἐγνώσθη ὅτι κατὰ τὰς συσκέψεις τῆς κυβερνήσεως ἀπεφασίσθη ὅπως ἀπὸ τῆς προσεχοῦς καλλιεργητικῆς περιόδου παύση πᾶσα προστασία τοῦ ἐγχωρίου σίτου, ἐπιδοτουμένων διὰ τῆς ΑΤΕ ἄλλων καλλιεργειῶν. Ἡ ἀπόφασις αὕτη ἐλήφθη κατόπιν μελέτης τῶν ἀποθεμάτων καὶ τῆς διεθνοῦς τιμῆς τοῦ σίτου, ὡς καὶ τῶν δαπανῶν τὰς ὁποίας ὑφίσταται τὸ Δημόσιον διὰ τὴν ἀγορὰν τῆς παραγωγῆς.: [212, 145, 399, 260]
article-body: ΑΘΗΝΑΙ, 29. — Ἐγνώσθη ὅτι τὸ ὑπουργεῖον Ἐργασίας ἀπεφάσισε τὴν χορήγησιν αὐξήσεως εἰς τοὺς συνταξιούχους τοῦ Ἱδρύματος Κοινωνικῶν Ἀσφαλίσεων. Συγχρόνως ὅμως θὰ τροποποιηθοῦν αἱ διατάξεις περὶ ἀπονομῆς συντάξεων, ὥστε ἐφεξῆς νὰ ἀπαιτῆται μεγαλύτερος ἀριθμὸς πραγματοποιηθέντων ἡμερομισθίων. Τὸ ΙΚΑ ἰσχυρίζεται ὅτι δὲν ὀφείλει ἀναδρομικὰς αὐξήσεις.: [598, 378, 770, 492]
section-subhead: ΦΟΝΟΣ ΕΚ ΚΕΡΑΥΝΟΥ: [41, 1088, 173, 1103]
article-headline: ΑΙ ΣΥΝΟΜΙΛΙΑΙ ΤΟΥ Κ. ΝΙΞΟΝ ΕΙΣ ΤΗΝ ΣΟΒ. ΕΝΩΣΙΝ ΕΝΙΣΧΥΣΑΝ ΜΕΓΑΛΩΣ ΤΗΝ ΔΗΜΟΤΙΚΟΤΗΤΑ ΤΟΥ ΚΑΙ ΤΗΝ ΠΙΘΑΝΟΤΗΤΑ ΝΑ ΕΚΛΕΓΗ ΠΡΟΕΔΡΟΣ ΜΑΛΛΟΝ ΔΕΝ ΘΑ ΜΕΤΑΒΗ ΕΙΣ ΤΟ ΒΕΡΟΛΙΝΟΝ: [416, 1261, 1126, 1365]
article-headline: ΚΕΝΤΡΙΚΟΣ ΣΥΝΕΤΑΙΡΙΣΤΙΚΟΣ ΟΡΓΑΝΙΣΜΟΣ: [833, 670, 1088, 685]
article-headline: Η ΣΟΒ. ΕΝΩΣΙΣ ΚΑΤΗΓΟΡΕΙ ΤΟ ΙΣΡΑΗΛ ΟΤΙ ΣΥΜΒΑΛΛΕΙ ΕΙΣ ΤΗΝ ΕΞΟΠΛΙΣΜΟΝ ΤΟΥ ΣΤΡΑΤΟΥ ΤΗΣ ΔΥΤ. ΓΕΡΜΑΝΙΑΣ: [1173, 343, 1544, 407]
article-body: ΑΘΗΝΑΙ, 29. — Ἡ πρωτεύουσα ἀπέκτησε νέον σταθμὸν ραδιοεπικοινωνίας μετὰ τῶν ἀεροσκαφῶν.: [782, 227, 1139, 249]
article-body: ΜΟΣΧΑ, 29. — Ὁ κ. Νίξον ἐπεσκέφθη τὸ ἐργοστάσιον καὶ συνωμίλησε μὲ τοὺς ἐργάτας.: [782, 740, 1139, 761]
article-body: ΒΕΡΟΛΙΝΟΝ, 29. (Ἀσοσ. Πρές). — Τὸ Πεκῖνον διαψεύδει τὰς πληροφορίας ὅτι ὁ ἀτομικὸς ἐπιστήμων θὰ ἐργασθῇ εἰς τὴν Κῖναν.: [782, 637, 1139, 658]
grivas-article: [413, 1589, 1141, 2314]
article-subheadline: ΤΟ ΙΚΑ ΙΣΧΥΡΙΖΕΤΑΙ ΟΤΙ ΔΕΝ ΟΦΕΙΛΕΙ ΑΝΑΔΡΟΜΙΚΑΣ ΑΥΞΗΣΕΙΣ: [438, 163, 746, 202]
section-subhead: ΣΥΝΟΜΙΛΙΑ ΜΕ ΕΡΓΑΤΑΣ: [706, 1374, 848, 1388]
boxed-headline: Ο ΙΔΛΟΣ ΠΡΩΘΥΠΟΥΡΓΟΣ ΘΑ ΠΕΡΙΟΔΕΥΣΗ ΤΑΣ ΗΝΩΜ. ΠΟΛΙΤΕΙΑΣ: [671, 1868, 871, 1918]
article-body: ΒΗΡΥΤΟΣ, 29. (Ἀσοσ. Πρές). — Μεγάλα πλήθη παρηκολούθησαν σήμερον τὴν κηδείαν τοῦ δολοφονηθέντος συνεργάτου τοῦ πρώην προέδρου τοῦ Λιβάνου κ. Καμὶλ Σαμοὺν.: [1365, 825, 1565, 867]
article-body: ΒΑΣΙΓΚΤΩΝ, 29. (Ρώυτερ). — Αἱ συνομιλίαι τοῦ ἀντιπροέδρου κ. Νίξον εἰς Μόσχαν ἐνίσχυσαν μεγάλως τὴν δημοτικότητά του καὶ τὰς πιθανότητας νὰ ἐκλεγῇ πρόεδρος. ΜΟΣΧΑ, 29. — Ὁ κ. Νίξον ἐπεσκέφθη σήμερον τὸ Νοβοσιμπίρσκ καὶ συνομίλησε μὲ ἐργάτας.: [905, 1370, 1140, 1433]
article-body: ΒΟΣΤΩΝΗ, 29. — Ἀμερικανικὸν καὶ νορβηγικὸν πλοῖον συνεκρούσθησαν πλησίον τῆς ἀκτῆς. ΑΘΗΝΑΙ, 29. — Οἱ ράπται ὑπέβαλον τὰ αἰτήματά των εἰς τὸ ὑπουργεῖον. ΡΩΜΗ, 29. — Ὁ ἀρχηγὸς τῶν σοσιαλδημοκρατῶν ἀνεχώρησεν εἰς Μόσχαν.: [905, 1978, 1139, 2030]
section-subhead: ΔΥΟ ΗΜΕΡΑΣ ΕΙΣ ΒΑΡΣΟΒΙΑΝ: [936, 1438, 1108, 1453]
section-subhead: ΗΤΟ ΔΙΑ ΤΟ ΥΠΟΥΡΓΕΙΟΝ: [232, 845, 381, 860]
article-body: ΧΑΡΓΟΥΕΛ, 29. (Ρώυτερ). — Ἄγγλοι ἐπιστήμονες ἔφαγον ποσότητας στροντίου διὰ νὰ διαπιστώσουν τὸν τρόπον καθ' ὃν ἐπηρεάζεται ἐξ αὐτοῦ τὸ ἀνθρώπινον σῶμα.: [1153, 947, 1353, 989]
article-body: ΛΟΝΔΙΝΟΝ, 29. (Ἀσοσ. Πρές). — Ὁ Ρῶσσος πρωθυπουργὸς κ. Νικήτα Χρουστσώφ ἐδήλωσεν ὅτι τὸ βαρόμετρον δὲν δεικνύει πόλεμον, διότι εἰς ὅλας τὰς χώρας ὑπάρχει ἐπιθυμία διατηρήσεως τῆς εἰρήνης.: [1153, 201, 1353, 254]
